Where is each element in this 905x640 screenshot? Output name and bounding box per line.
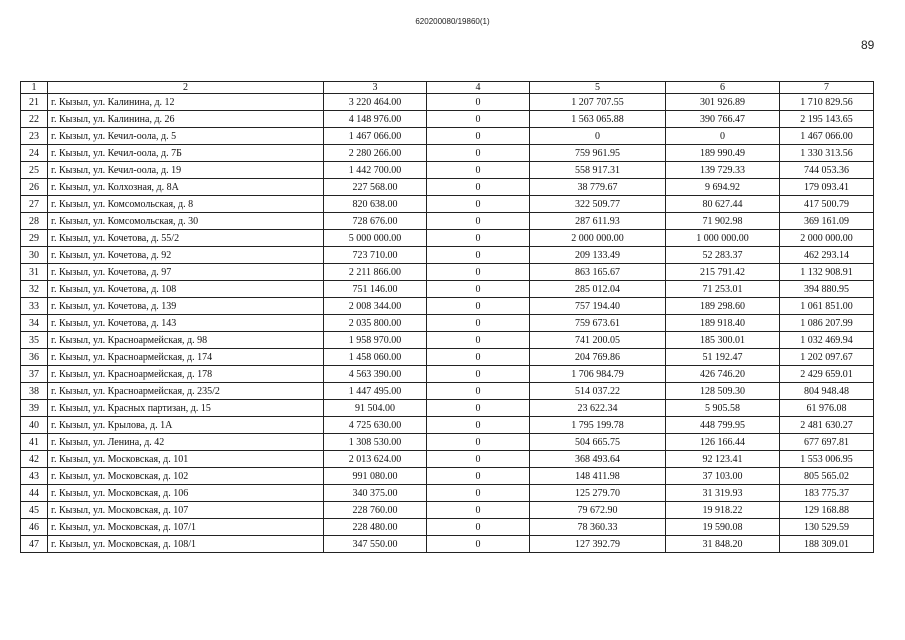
cell-amount-total: 188 309.01 xyxy=(780,536,874,553)
cell-row-number: 45 xyxy=(21,502,48,519)
column-header-2: 2 xyxy=(48,82,324,94)
table-row xyxy=(21,485,874,502)
cell-address: г. Кызыл, ул. Кечил-оола, д. 7Б xyxy=(48,145,324,162)
cell-row-number: 33 xyxy=(21,298,48,315)
cell-address: г. Кызыл, ул. Московская, д. 102 xyxy=(48,468,324,485)
page-number: 89 xyxy=(861,38,875,52)
cell-amount-zero: 0 xyxy=(427,196,530,213)
cell-amount-total: 1 710 829.56 xyxy=(780,94,874,111)
cell-amount-zero: 0 xyxy=(427,366,530,383)
cell-address: г. Кызыл, ул. Кочетова, д. 108 xyxy=(48,281,324,298)
cell-amount: 287 611.93 xyxy=(530,213,666,230)
cell-address: г. Кызыл, ул. Красных партизан, д. 15 xyxy=(48,400,324,417)
cell-address: г. Кызыл, ул. Комсомольская, д. 8 xyxy=(48,196,324,213)
cell-amount: 37 103.00 xyxy=(666,468,780,485)
cell-amount: 504 665.75 xyxy=(530,434,666,451)
cell-amount-total: 179 093.41 xyxy=(780,179,874,196)
table-row xyxy=(21,383,874,400)
cell-amount-zero: 0 xyxy=(427,264,530,281)
cell-row-number: 42 xyxy=(21,451,48,468)
table-row xyxy=(21,247,874,264)
table-row xyxy=(21,111,874,128)
cell-amount-total: 2 429 659.01 xyxy=(780,366,874,383)
cell-amount: 1 308 530.00 xyxy=(324,434,427,451)
cell-row-number: 25 xyxy=(21,162,48,179)
cell-amount-total: 1 553 006.95 xyxy=(780,451,874,468)
cell-amount: 189 990.49 xyxy=(666,145,780,162)
cell-amount-total: 744 053.36 xyxy=(780,162,874,179)
cell-row-number: 28 xyxy=(21,213,48,230)
cell-amount: 228 760.00 xyxy=(324,502,427,519)
cell-amount: 390 766.47 xyxy=(666,111,780,128)
cell-amount-zero: 0 xyxy=(427,213,530,230)
table-row xyxy=(21,434,874,451)
cell-address: г. Кызыл, ул. Московская, д. 107/1 xyxy=(48,519,324,536)
table-body xyxy=(21,94,874,553)
cell-amount: 139 729.33 xyxy=(666,162,780,179)
table-row xyxy=(21,519,874,536)
table-row xyxy=(21,94,874,111)
cell-amount: 301 926.89 xyxy=(666,94,780,111)
cell-amount: 78 360.33 xyxy=(530,519,666,536)
cell-amount: 2 000 000.00 xyxy=(530,230,666,247)
cell-row-number: 37 xyxy=(21,366,48,383)
cell-amount: 125 279.70 xyxy=(530,485,666,502)
cell-amount: 340 375.00 xyxy=(324,485,427,502)
cell-amount: 52 283.37 xyxy=(666,247,780,264)
cell-amount-zero: 0 xyxy=(427,315,530,332)
cell-amount-total: 1 330 313.56 xyxy=(780,145,874,162)
cell-amount-total: 2 481 630.27 xyxy=(780,417,874,434)
cell-amount-zero: 0 xyxy=(427,162,530,179)
cell-amount-total: 1 032 469.94 xyxy=(780,332,874,349)
table-row xyxy=(21,315,874,332)
cell-amount-zero: 0 xyxy=(427,298,530,315)
cell-amount: 23 622.34 xyxy=(530,400,666,417)
cell-amount: 2 280 266.00 xyxy=(324,145,427,162)
table-row xyxy=(21,128,874,145)
cell-amount: 759 961.95 xyxy=(530,145,666,162)
cell-amount: 1 458 060.00 xyxy=(324,349,427,366)
cell-amount-total: 130 529.59 xyxy=(780,519,874,536)
table-row xyxy=(21,162,874,179)
cell-row-number: 32 xyxy=(21,281,48,298)
cell-amount-total: 804 948.48 xyxy=(780,383,874,400)
document-id: 620200080/19860(1) xyxy=(415,17,490,26)
cell-amount: 227 568.00 xyxy=(324,179,427,196)
cell-amount-zero: 0 xyxy=(427,451,530,468)
cell-row-number: 41 xyxy=(21,434,48,451)
cell-row-number: 23 xyxy=(21,128,48,145)
cell-amount: 71 902.98 xyxy=(666,213,780,230)
cell-amount: 820 638.00 xyxy=(324,196,427,213)
cell-amount: 347 550.00 xyxy=(324,536,427,553)
cell-amount: 759 673.61 xyxy=(530,315,666,332)
cell-row-number: 31 xyxy=(21,264,48,281)
cell-address: г. Кызыл, ул. Крылова, д. 1А xyxy=(48,417,324,434)
cell-amount-total: 1 467 066.00 xyxy=(780,128,874,145)
cell-amount-zero: 0 xyxy=(427,230,530,247)
table-row xyxy=(21,417,874,434)
cell-amount: 189 918.40 xyxy=(666,315,780,332)
table-row xyxy=(21,213,874,230)
cell-amount: 2 035 800.00 xyxy=(324,315,427,332)
cell-amount: 4 563 390.00 xyxy=(324,366,427,383)
table-row xyxy=(21,145,874,162)
cell-amount-total: 462 293.14 xyxy=(780,247,874,264)
cell-address: г. Кызыл, ул. Ленина, д. 42 xyxy=(48,434,324,451)
table-row xyxy=(21,536,874,553)
cell-address: г. Кызыл, ул. Красноармейская, д. 235/2 xyxy=(48,383,324,400)
table-row xyxy=(21,366,874,383)
cell-amount: 2 008 344.00 xyxy=(324,298,427,315)
cell-amount-total: 677 697.81 xyxy=(780,434,874,451)
cell-amount: 71 253.01 xyxy=(666,281,780,298)
cell-amount: 368 493.64 xyxy=(530,451,666,468)
cell-row-number: 38 xyxy=(21,383,48,400)
cell-amount: 9 694.92 xyxy=(666,179,780,196)
cell-amount-zero: 0 xyxy=(427,468,530,485)
cell-amount: 228 480.00 xyxy=(324,519,427,536)
cell-amount-zero: 0 xyxy=(427,519,530,536)
cell-amount-total: 2 195 143.65 xyxy=(780,111,874,128)
cell-address: г. Кызыл, ул. Красноармейская, д. 178 xyxy=(48,366,324,383)
cell-row-number: 35 xyxy=(21,332,48,349)
cell-amount-total: 805 565.02 xyxy=(780,468,874,485)
cell-row-number: 43 xyxy=(21,468,48,485)
cell-amount: 215 791.42 xyxy=(666,264,780,281)
column-header-6: 6 xyxy=(666,82,780,94)
cell-amount: 1 442 700.00 xyxy=(324,162,427,179)
cell-amount-zero: 0 xyxy=(427,128,530,145)
cell-amount: 204 769.86 xyxy=(530,349,666,366)
cell-amount-total: 1 086 207.99 xyxy=(780,315,874,332)
cell-amount-zero: 0 xyxy=(427,94,530,111)
cell-amount: 19 590.08 xyxy=(666,519,780,536)
cell-amount: 728 676.00 xyxy=(324,213,427,230)
cell-address: г. Кызыл, ул. Московская, д. 106 xyxy=(48,485,324,502)
table-header-row xyxy=(21,82,874,94)
cell-amount: 1 706 984.79 xyxy=(530,366,666,383)
cell-amount-total: 2 000 000.00 xyxy=(780,230,874,247)
column-header-3: 3 xyxy=(324,82,427,94)
table-row xyxy=(21,451,874,468)
cell-address: г. Кызыл, ул. Красноармейская, д. 174 xyxy=(48,349,324,366)
cell-address: г. Кызыл, ул. Московская, д. 108/1 xyxy=(48,536,324,553)
column-header-7: 7 xyxy=(780,82,874,94)
cell-amount: 1 467 066.00 xyxy=(324,128,427,145)
cell-amount: 2 013 624.00 xyxy=(324,451,427,468)
cell-amount: 991 080.00 xyxy=(324,468,427,485)
cell-row-number: 34 xyxy=(21,315,48,332)
cell-row-number: 44 xyxy=(21,485,48,502)
cell-address: г. Кызыл, ул. Кочетова, д. 92 xyxy=(48,247,324,264)
cell-amount: 1 958 970.00 xyxy=(324,332,427,349)
cell-amount: 185 300.01 xyxy=(666,332,780,349)
cell-amount: 19 918.22 xyxy=(666,502,780,519)
cell-amount-zero: 0 xyxy=(427,349,530,366)
cell-amount: 448 799.95 xyxy=(666,417,780,434)
cell-amount-zero: 0 xyxy=(427,111,530,128)
cell-amount: 148 411.98 xyxy=(530,468,666,485)
cell-amount: 1 795 199.78 xyxy=(530,417,666,434)
cell-amount: 558 917.31 xyxy=(530,162,666,179)
table-row xyxy=(21,349,874,366)
cell-amount-zero: 0 xyxy=(427,281,530,298)
cell-row-number: 26 xyxy=(21,179,48,196)
cell-amount-total: 1 132 908.91 xyxy=(780,264,874,281)
cell-amount: 31 848.20 xyxy=(666,536,780,553)
cell-address: г. Кызыл, ул. Московская, д. 107 xyxy=(48,502,324,519)
column-header-4: 4 xyxy=(427,82,530,94)
cell-row-number: 47 xyxy=(21,536,48,553)
cell-address: г. Кызыл, ул. Кочетова, д. 143 xyxy=(48,315,324,332)
cell-amount: 1 207 707.55 xyxy=(530,94,666,111)
cell-amount-zero: 0 xyxy=(427,485,530,502)
cell-amount: 127 392.79 xyxy=(530,536,666,553)
cell-amount-zero: 0 xyxy=(427,247,530,264)
cell-address: г. Кызыл, ул. Комсомольская, д. 30 xyxy=(48,213,324,230)
cell-amount: 209 133.49 xyxy=(530,247,666,264)
table-row xyxy=(21,196,874,213)
cell-amount: 79 672.90 xyxy=(530,502,666,519)
cell-amount: 322 509.77 xyxy=(530,196,666,213)
cell-amount-total: 394 880.95 xyxy=(780,281,874,298)
data-table xyxy=(20,81,874,553)
cell-amount-total: 1 061 851.00 xyxy=(780,298,874,315)
cell-amount-zero: 0 xyxy=(427,536,530,553)
cell-amount: 92 123.41 xyxy=(666,451,780,468)
cell-row-number: 36 xyxy=(21,349,48,366)
cell-amount-total: 417 500.79 xyxy=(780,196,874,213)
cell-amount: 31 319.93 xyxy=(666,485,780,502)
cell-address: г. Кызыл, ул. Калинина, д. 26 xyxy=(48,111,324,128)
cell-amount: 285 012.04 xyxy=(530,281,666,298)
cell-amount: 128 509.30 xyxy=(666,383,780,400)
cell-amount-total: 129 168.88 xyxy=(780,502,874,519)
cell-amount-total: 1 202 097.67 xyxy=(780,349,874,366)
cell-address: г. Кызыл, ул. Кочетова, д. 97 xyxy=(48,264,324,281)
cell-amount: 863 165.67 xyxy=(530,264,666,281)
cell-amount: 0 xyxy=(666,128,780,145)
cell-address: г. Кызыл, ул. Кочетова, д. 139 xyxy=(48,298,324,315)
cell-row-number: 29 xyxy=(21,230,48,247)
table-row xyxy=(21,179,874,196)
table-row xyxy=(21,264,874,281)
cell-amount-total: 369 161.09 xyxy=(780,213,874,230)
cell-amount-total: 61 976.08 xyxy=(780,400,874,417)
cell-address: г. Кызыл, ул. Кочетова, д. 55/2 xyxy=(48,230,324,247)
cell-row-number: 39 xyxy=(21,400,48,417)
cell-amount: 757 194.40 xyxy=(530,298,666,315)
cell-amount: 38 779.67 xyxy=(530,179,666,196)
cell-row-number: 27 xyxy=(21,196,48,213)
cell-amount-zero: 0 xyxy=(427,417,530,434)
cell-amount-zero: 0 xyxy=(427,332,530,349)
cell-amount-zero: 0 xyxy=(427,179,530,196)
table-row xyxy=(21,281,874,298)
cell-amount: 514 037.22 xyxy=(530,383,666,400)
cell-amount: 4 725 630.00 xyxy=(324,417,427,434)
cell-amount-zero: 0 xyxy=(427,383,530,400)
cell-amount: 5 905.58 xyxy=(666,400,780,417)
cell-amount: 3 220 464.00 xyxy=(324,94,427,111)
column-header-5: 5 xyxy=(530,82,666,94)
cell-amount: 5 000 000.00 xyxy=(324,230,427,247)
cell-address: г. Кызыл, ул. Кечил-оола, д. 19 xyxy=(48,162,324,179)
cell-amount-zero: 0 xyxy=(427,502,530,519)
cell-row-number: 21 xyxy=(21,94,48,111)
cell-address: г. Кызыл, ул. Колхозная, д. 8А xyxy=(48,179,324,196)
table-row xyxy=(21,332,874,349)
cell-row-number: 46 xyxy=(21,519,48,536)
cell-amount: 189 298.60 xyxy=(666,298,780,315)
cell-amount: 426 746.20 xyxy=(666,366,780,383)
cell-amount-total: 183 775.37 xyxy=(780,485,874,502)
cell-amount: 0 xyxy=(530,128,666,145)
table-row xyxy=(21,502,874,519)
cell-amount: 4 148 976.00 xyxy=(324,111,427,128)
cell-amount-zero: 0 xyxy=(427,400,530,417)
cell-address: г. Кызыл, ул. Кечил-оола, д. 5 xyxy=(48,128,324,145)
cell-amount: 51 192.47 xyxy=(666,349,780,366)
column-header-1: 1 xyxy=(21,82,48,94)
cell-row-number: 24 xyxy=(21,145,48,162)
cell-amount: 80 627.44 xyxy=(666,196,780,213)
cell-amount-zero: 0 xyxy=(427,434,530,451)
cell-amount-zero: 0 xyxy=(427,145,530,162)
cell-amount: 1 563 065.88 xyxy=(530,111,666,128)
cell-amount: 1 447 495.00 xyxy=(324,383,427,400)
table-row xyxy=(21,230,874,247)
cell-address: г. Кызыл, ул. Калинина, д. 12 xyxy=(48,94,324,111)
cell-row-number: 40 xyxy=(21,417,48,434)
cell-address: г. Кызыл, ул. Московская, д. 101 xyxy=(48,451,324,468)
table-row xyxy=(21,298,874,315)
table-row xyxy=(21,400,874,417)
cell-address: г. Кызыл, ул. Красноармейская, д. 98 xyxy=(48,332,324,349)
cell-amount: 126 166.44 xyxy=(666,434,780,451)
cell-amount: 741 200.05 xyxy=(530,332,666,349)
cell-amount: 1 000 000.00 xyxy=(666,230,780,247)
cell-amount: 91 504.00 xyxy=(324,400,427,417)
cell-amount: 723 710.00 xyxy=(324,247,427,264)
cell-row-number: 22 xyxy=(21,111,48,128)
cell-amount: 751 146.00 xyxy=(324,281,427,298)
cell-amount: 2 211 866.00 xyxy=(324,264,427,281)
cell-row-number: 30 xyxy=(21,247,48,264)
table-row xyxy=(21,468,874,485)
